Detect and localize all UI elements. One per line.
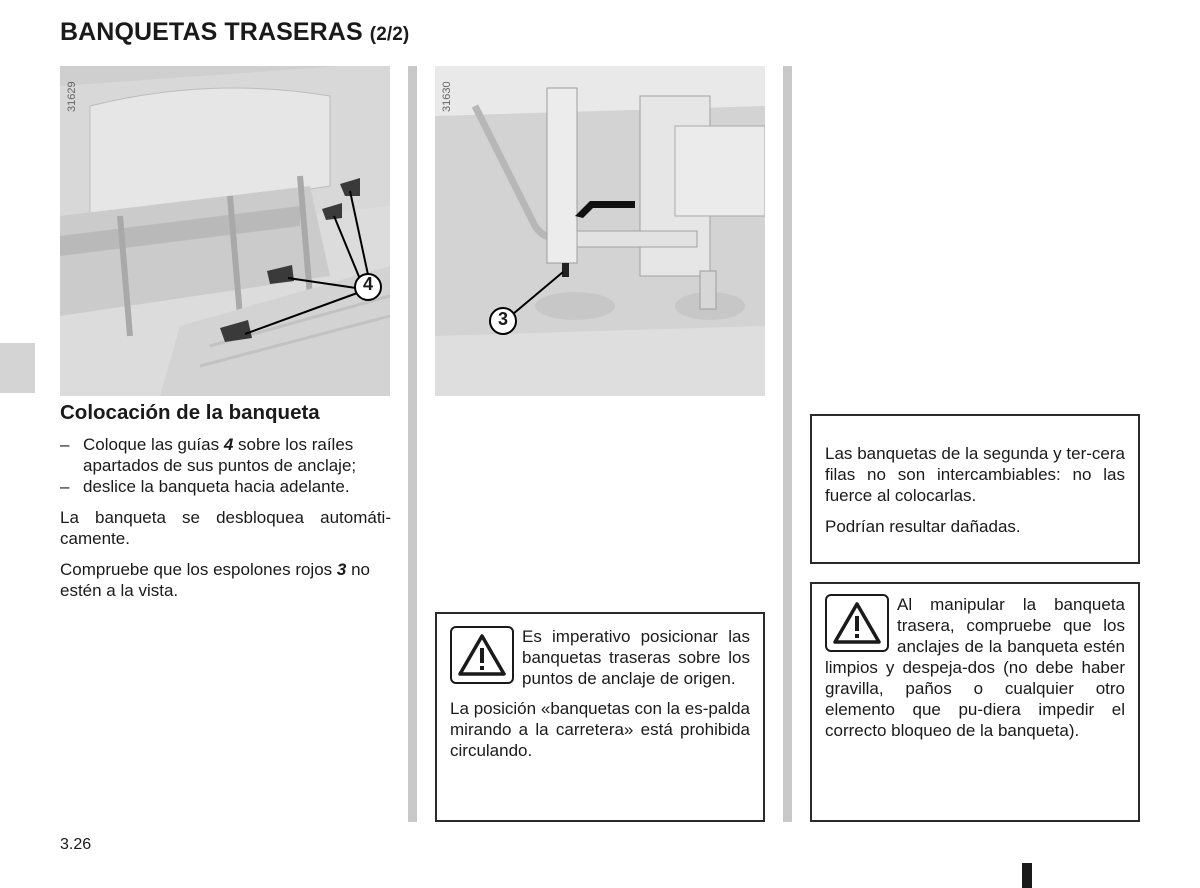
paragraph-check-spurs: Compruebe que los espolones rojos 3 no estén a la vista.	[60, 560, 370, 600]
title-part-indicator: (2/2)	[369, 24, 410, 45]
warning-box-clean-anchors	[810, 582, 1140, 822]
paragraph-unlock: La banqueta se desbloquea automáti-camente.	[60, 508, 391, 548]
page-number: 3.26	[60, 836, 92, 853]
callout-3: 3	[497, 309, 508, 329]
figure-code: 31630	[441, 81, 453, 112]
reference-3: 3	[336, 560, 347, 579]
figure-code: 31629	[66, 81, 78, 112]
list-item: – deslice la banqueta hacia adelante.	[60, 477, 350, 496]
column-divider-right	[783, 66, 792, 822]
steps-list	[60, 434, 391, 497]
page-edge-mark	[1022, 863, 1032, 888]
warning-triangle-icon	[450, 626, 514, 684]
note-text-2: Podrían resultar dañadas.	[825, 517, 1021, 536]
left-column	[60, 402, 391, 601]
note-text-1: Las banquetas de la segunda y ter-cera filas no son intercambiables: no las fuerce al colocarlas.	[825, 444, 1125, 505]
warning-box-position	[435, 612, 765, 822]
figure-red-spurs	[435, 66, 765, 396]
title-text: BANQUETAS TRASERAS	[60, 18, 363, 46]
callout-4: 4	[362, 274, 373, 294]
red-spurs-illustration	[435, 66, 765, 396]
warning-text: Al manipular la banqueta trasera, compruebe que los anclajes de la banqueta estén limpios y despeja-dos (no debe haber gravilla, paños o cualquier otro elemento que pu-diera impedir el correcto bloqueo de la banqueta).	[825, 595, 1125, 740]
note-box-interchangeable	[810, 414, 1140, 564]
list-item: – Coloque las guías 4 sobre los raíles apartados de sus puntos de anclaje;	[60, 435, 357, 475]
page-title	[60, 18, 409, 47]
column-divider-left	[408, 66, 417, 822]
section-heading: Colocación de la banqueta	[60, 401, 320, 424]
warning-text-1: Es imperativo posicionar las banquetas traseras sobre los puntos de anclaje de origen.	[522, 627, 750, 688]
warning-text-2: La posición «banquetas con la es-palda mirando a la carretera» está prohibida circulando.	[450, 699, 750, 760]
section-tab	[0, 343, 35, 393]
figure-seat-guides	[60, 66, 390, 396]
warning-triangle-icon	[825, 594, 889, 652]
seat-guides-illustration	[60, 66, 390, 396]
reference-4: 4	[223, 435, 234, 454]
